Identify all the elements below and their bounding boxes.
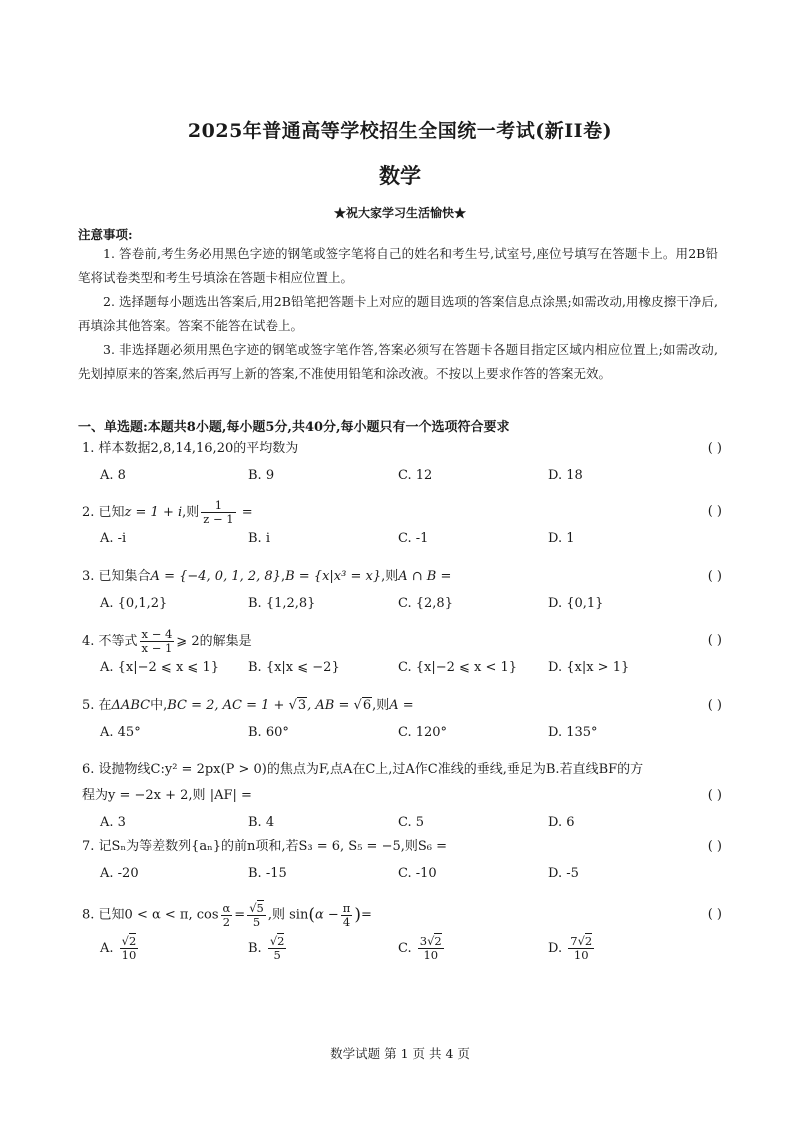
fraction-numerator: √2 [269,934,285,948]
fraction-numerator: 7√2 [570,934,593,948]
question-stem-post: ,则 [372,698,390,713]
question-stem: 3. 已知集合 [82,569,151,584]
coefficient: 7 [570,934,578,948]
option-d: D. 1 [548,531,575,546]
option-label: A. [100,941,114,956]
notice-item-1: 1. 答卷前,考生务必用黑色字迹的钢笔或签字笔将自己的姓名和考生号,试室号,座位号填写在答题卡上。用2B铅笔将试卷类型和考生号填涂在答题卡相应位置上。 [78,246,718,285]
fraction [221,902,233,929]
left-paren: ( [308,905,315,925]
math-expr: α − [314,907,339,923]
sqrt-expr: √3 [288,698,307,713]
question-stem-post: = [237,505,253,520]
option-b: B. 4 [248,815,275,830]
section-heading: 一、单选题:本题共8小题,每小题5分,共40分,每小题只有一个选项符合要求 [78,420,510,435]
radicand: 2 [277,934,285,948]
fraction-numerator: π [342,900,351,915]
question-2 [82,499,722,553]
blessing-line: ★祝大家学习生活愉快★ [333,206,466,220]
fraction [341,902,353,929]
radicand: 2 [434,934,442,948]
question-6 [82,757,722,837]
option-a: A. -20 [100,866,139,881]
question-5 [82,693,722,747]
answer-bracket: ( ) [707,569,722,584]
fraction [268,935,287,962]
notice-item-3: 3. 非选择题必须用黑色字迹的钢笔或签字笔作答,答案必须写在答题卡各题目指定区域内相应位置上;如需改动,先划掉原来的答案,然后再写上新的答案,不准使用铅笔和涂改液。不按以上要求作答的答案无效。 [78,342,718,381]
question-1 [82,436,722,490]
fraction-numerator: x − 4 [141,627,173,641]
side-ab: , AB = [307,698,354,713]
question-8 [82,898,722,966]
option-c: C. {2,8} [398,596,453,611]
fraction-numerator: 3√2 [419,934,442,948]
math-expr: z = 1 + i [124,505,183,520]
fraction-denominator: 4 [342,914,351,929]
radicand: 5 [256,900,264,915]
option-a: A. {x|−2 ⩽ x ⩽ 1} [100,660,219,675]
page-footer: 数学试题 第 1 页 共 4 页 [330,1046,470,1061]
radicand: 2 [129,934,137,948]
option-d: D. 135° [548,725,598,740]
option-d: D. {x|x > 1} [548,660,630,675]
answer-bracket: ( ) [707,839,722,854]
option-label: B. [248,941,262,956]
option-b [248,932,288,966]
fraction-numerator: 1 [201,499,235,513]
option-c: C. 12 [398,468,433,483]
fraction [120,935,139,962]
option-a: A. {0,1,2} [100,596,168,611]
fraction-denominator: 10 [423,948,439,962]
question-stem-line-1: 6. 设抛物线C:y² = 2px(P > 0)的焦点为F,点A在C上,过A作C准线的垂线,垂足为B.若直线BF的方 [82,762,644,777]
answer-bracket: ( ) [707,504,722,519]
question-stem-mid: 中, [150,698,168,713]
answer-bracket: ( ) [707,441,722,456]
fraction [201,499,235,526]
option-c: C. 5 [398,815,425,830]
option-c [398,932,446,966]
fraction-numerator: √5 [249,900,264,915]
question-stem-pre: 8. 已知0 < α < π, cos [82,907,219,923]
option-d: D. -5 [548,866,579,881]
question-stem-mid: ,则 sin [267,907,309,923]
fraction-denominator: x − 1 [141,641,173,655]
fraction [418,935,444,962]
fraction [140,628,175,655]
option-d [548,932,596,966]
option-a: A. 45° [100,725,141,740]
answer-bracket: ( ) [707,907,722,922]
question-stem-pre: 2. 已知 [82,505,125,520]
option-b: B. {1,2,8} [248,596,316,611]
question-7 [82,834,722,888]
option-b: B. -15 [248,866,287,881]
option-a [100,932,140,966]
option-a: A. 3 [100,815,126,830]
fraction-denominator: 10 [121,948,137,962]
fraction-numerator: √2 [121,934,137,948]
option-b: B. {x|x ⩽ −2} [248,660,340,675]
question-stem-mid: ,则 [381,569,399,584]
radicand: 3 [297,698,307,713]
fraction [247,902,266,929]
fraction-denominator: 5 [273,948,281,962]
option-d: D. 18 [548,468,583,483]
answer-bracket: ( ) [707,633,722,648]
question-stem-line-2: 程为y = −2x + 2,则 |AF| = [82,788,252,803]
math-expr: A = [389,698,414,713]
option-b: B. 60° [248,725,289,740]
option-d: D. {0,1} [548,596,604,611]
fraction [568,935,594,962]
notice-item-2: 2. 选择题每小题选出答案后,用2B铅笔把答题卡上对应的题目选项的答案信息点涂黑;如需改动,用橡皮擦干净后,再填涂其他答案。答案不能答在试卷上。 [78,294,718,333]
option-c: C. 120° [398,725,448,740]
triangle-name: ΔABC [111,698,151,713]
answer-bracket: ( ) [707,788,722,803]
answer-bracket: ( ) [707,698,722,713]
question-stem-pre: 4. 不等式 [82,634,138,649]
radicand: 2 [584,934,593,948]
option-a: A. 8 [100,468,126,483]
set-b: B = {x|x³ = x} [285,569,382,584]
option-a: A. -i [100,531,127,546]
sqrt-expr: √6 [353,698,372,713]
exam-title: 2025年普通高等学校招生全国统一考试(新II卷) [187,120,613,142]
question-stem-pre: 5. 在 [82,698,112,713]
fraction-numerator: α [222,900,231,915]
set-a: A = {−4, 0, 1, 2, 8} [150,569,281,584]
equals-sign: = [234,907,246,923]
fraction-denominator: z − 1 [203,512,234,526]
fraction-denominator: 10 [573,948,589,962]
option-label: C. [398,941,412,956]
subject-title: 数学 [379,163,421,188]
option-c: C. -1 [398,531,429,546]
question-stem-post: = [360,907,372,923]
question-stem-post: ⩾ 2的解集是 [176,634,252,649]
option-label: D. [548,941,563,956]
fraction-denominator: 5 [252,914,261,929]
question-4 [82,628,722,682]
coefficient: 3 [419,934,428,948]
option-b: B. i [248,531,270,546]
option-d: D. 6 [548,815,575,830]
option-c: C. {x|−2 ⩽ x < 1} [398,660,518,675]
question-stem-mid: ,则 [182,505,200,520]
radicand: 6 [362,698,372,713]
right-paren: ) [354,905,361,925]
notice-heading: 注意事项: [78,227,133,242]
fraction-denominator: 2 [222,914,231,929]
side-lengths: BC = 2, AC = 1 + [167,698,289,713]
option-c: C. -10 [398,866,437,881]
question-3: 3. 已知集合A = {−4, 0, 1, 2, 8},B = {x|x³ = x},则A ∩ B = ( ) A. {0,1,2} B. {1,2,8} C. {2,8} D. {0,1} [82,564,722,618]
option-b: B. 9 [248,468,275,483]
math-expr: A ∩ B = [398,569,452,584]
question-stem: 7. 记Sₙ为等差数列{aₙ}的前n项和,若S₃ = 6, S₅ = −5,则S₆ = [82,839,448,854]
question-stem: 1. 样本数据2,8,14,16,20的平均数为 [82,441,299,456]
